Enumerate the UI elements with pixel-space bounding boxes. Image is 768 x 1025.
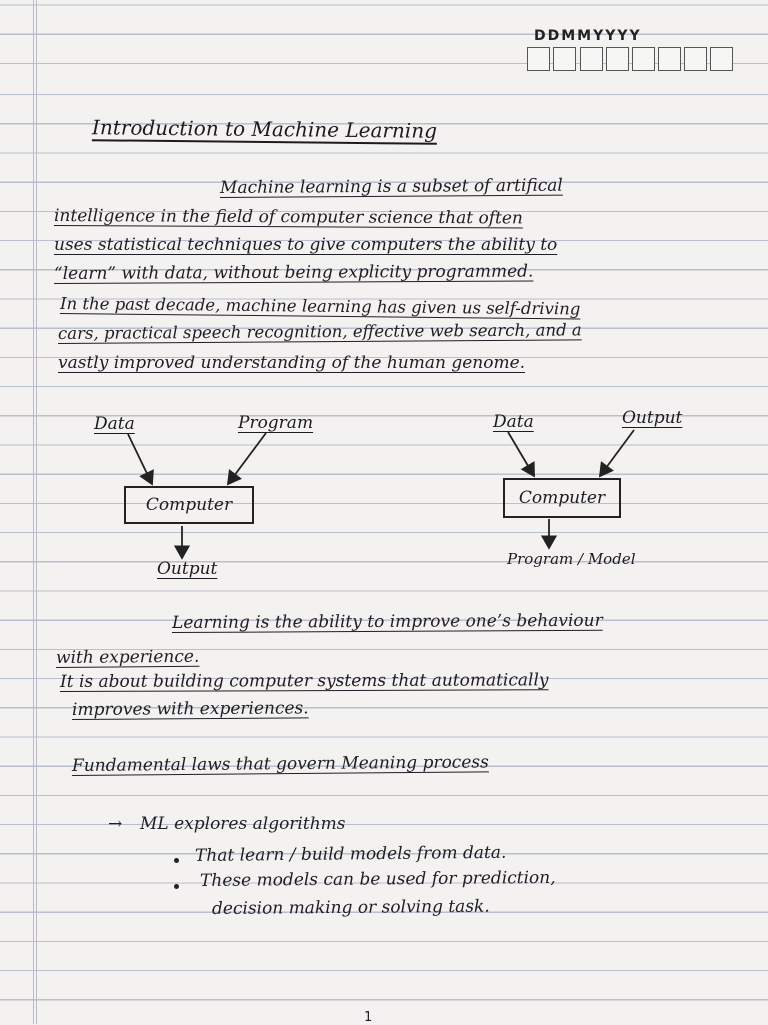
list-bullet-item: These models can be used for prediction, [199,867,556,891]
paragraph-line: vastly improved understanding of the human genome. [58,353,526,373]
bullet-icon [174,884,179,889]
paragraph-line: improves with experiences. [71,698,309,720]
paragraph-line: In the past decade, machine learning has given us self-driving [59,294,581,319]
diagram-input-data: Data [94,414,135,434]
diagram-input-program: Program [238,413,314,433]
diagram-output: Output [157,559,218,579]
diagram-computer-box: Computer [503,478,621,518]
paragraph-line: intelligence in the field of computer science that often [53,206,523,229]
section-heading: Fundamental laws that govern Meaning process [71,752,489,776]
diagram-input-output: Output [622,408,683,428]
date-header-label: DDMMYYYY [534,28,642,44]
arrow-program-to-computer [228,433,266,484]
arrow-data-to-computer-ml [508,432,534,476]
paragraph-line: cars, practical speech recognition, effective web search, and a [57,320,582,343]
list-bullet-item: decision making or solving task. [211,896,490,919]
page-number: 1 [364,1010,373,1025]
list-bullet-item: That learn / build models from data. [194,842,507,866]
arrow-data-to-computer [128,434,152,484]
paragraph-line: It is about building computer systems that automatically [59,670,549,692]
paragraph-line: uses statistical techniques to give computers the ability to [54,235,558,255]
diagram-output-model: Program / Model [507,550,636,568]
bullet-icon [174,858,179,863]
paragraph-line: Learning is the ability to improve one’s behaviour [171,610,603,633]
diagram-input-data: Data [493,412,534,432]
paragraph-line: “learn” with data, without being explicity programmed. [53,261,534,284]
diagram-computer-box: Computer [124,486,254,524]
list-arrow-item: ML explores algorithms [140,814,346,834]
page-title: Introduction to Machine Learning [91,115,438,143]
arrow-bullet-icon: → [108,814,123,834]
paragraph-line: with experience. [55,646,200,668]
arrow-output-to-computer-ml [600,430,634,476]
paragraph-line: Machine learning is a subset of artifical [219,175,563,198]
